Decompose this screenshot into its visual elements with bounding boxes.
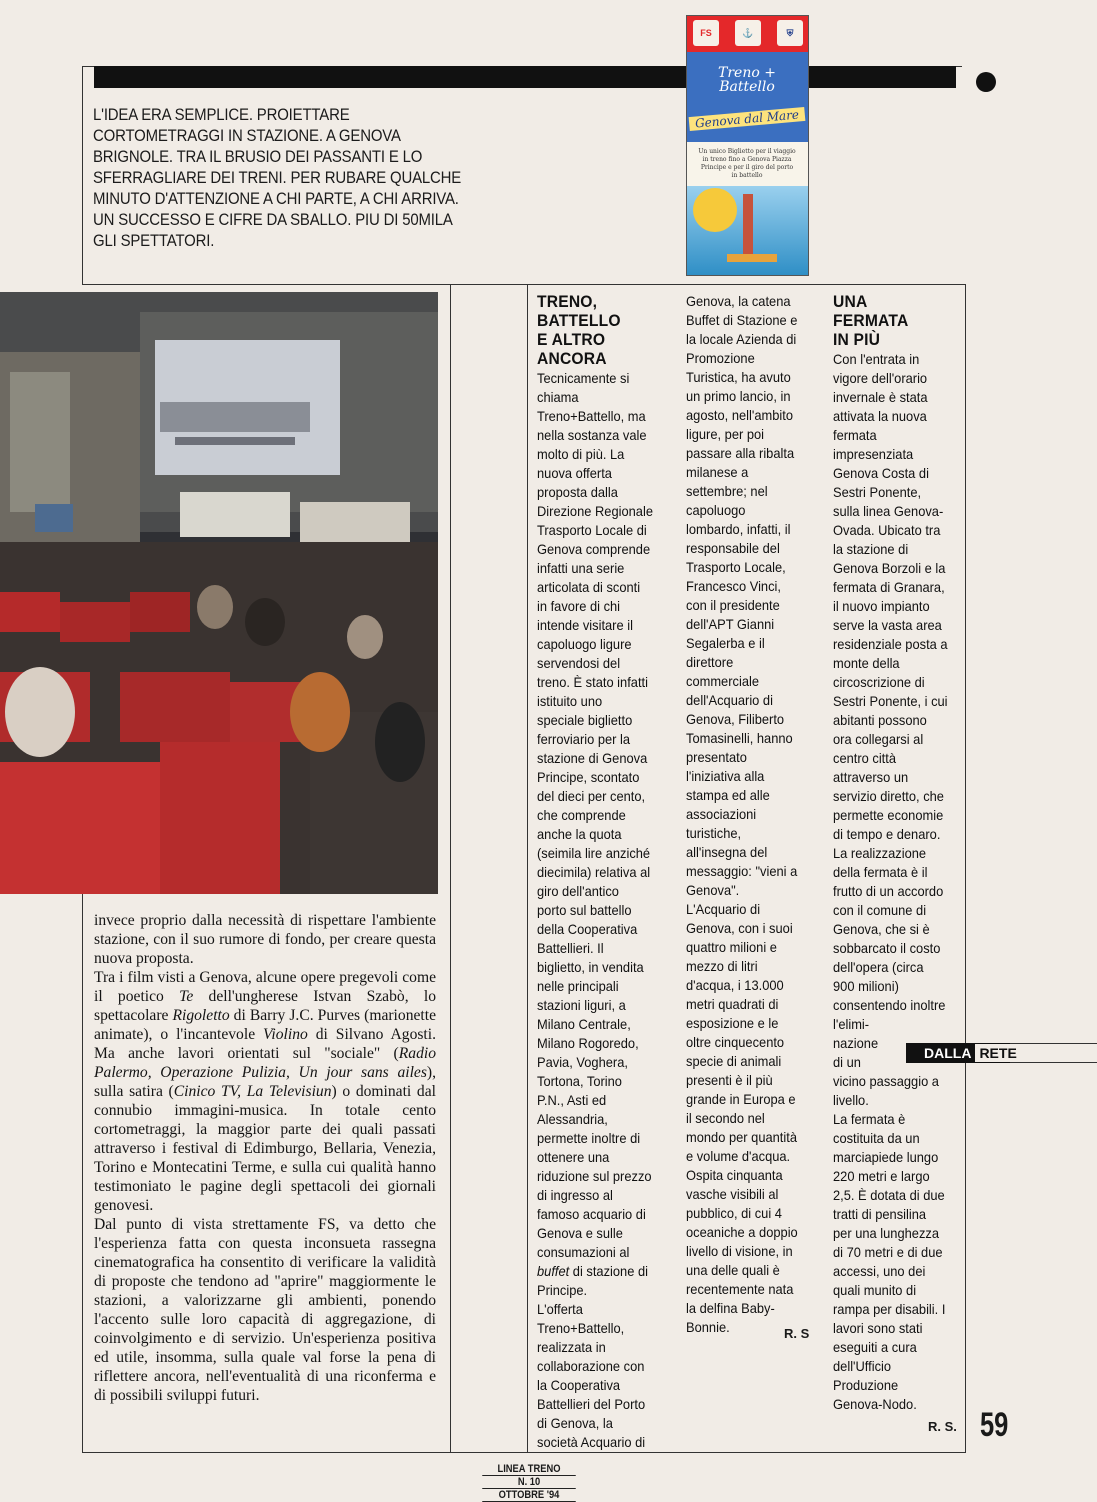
text-line: Pavia, Voghera,	[537, 1054, 628, 1070]
footer-date: OTTOBRE '94	[482, 1489, 576, 1502]
body-text: di Barry J.C. Purves (marionette animate), o l'incantevole	[94, 1007, 436, 1043]
text-line: Promozione	[686, 350, 755, 366]
text-line	[537, 1262, 666, 1281]
text-line: speciale biglietto	[537, 712, 633, 728]
text-line: articolata di sconti	[537, 579, 641, 595]
text-line: rampa per disabili. I	[833, 1301, 946, 1317]
text-line: stazione di Genova	[537, 750, 648, 766]
text-line: Milano Rogoredo,	[537, 1035, 639, 1051]
text-line: una delle quali è	[686, 1262, 780, 1278]
text-line: e volume d'acqua.	[686, 1148, 791, 1164]
text-line: fermata	[833, 427, 877, 443]
text-line: dell'Ufficio	[833, 1358, 892, 1374]
heading-line: TRENO,	[537, 292, 598, 311]
text-line: Genova, la catena	[686, 293, 791, 309]
text-line: ottenere una	[537, 1149, 610, 1165]
text-line: livello di visione, in	[686, 1243, 793, 1259]
text-line: 2,5. È dotata di due	[833, 1187, 945, 1203]
text-line: Sestri Ponente,	[833, 484, 922, 500]
text-line: della Cooperativa	[537, 921, 638, 937]
text-line: di tempo e denaro.	[833, 826, 941, 842]
text-line: lombardo, infatti, il	[686, 521, 791, 537]
text-line: nella sostanza vale	[537, 427, 647, 443]
fs-logo-icon: FS	[693, 20, 719, 46]
text-line: fermata di Granara,	[833, 579, 945, 595]
text-line: Genova Borzoli e la	[833, 560, 946, 576]
text-line: Francesco Vinci,	[686, 578, 781, 594]
text-line: oceaniche a doppio	[686, 1224, 798, 1240]
film-title: Te	[179, 988, 194, 1005]
ghost-column	[453, 292, 525, 1442]
text-line: associazioni	[686, 806, 757, 822]
text-line: presenti è il più	[686, 1072, 773, 1088]
section-tag-line	[1010, 1062, 1097, 1063]
lanterna-tower-icon	[743, 194, 753, 258]
text-line: Tomasinelli, hanno	[686, 730, 793, 746]
text-line: la delfina Baby-	[686, 1300, 775, 1316]
text-line: riduzione sul prezzo	[537, 1168, 652, 1184]
text-line: Trasporto Locale,	[686, 559, 786, 575]
column-heading	[537, 292, 666, 368]
header-bar	[94, 66, 956, 88]
text-line: famoso acquario di	[537, 1206, 646, 1222]
text-line: permette economie	[833, 807, 944, 823]
text-line: ora collegarsi al	[833, 731, 924, 747]
text-line: La realizzazione	[833, 845, 927, 861]
frame-mid-line	[82, 284, 966, 285]
text-line: Genova e sulle	[537, 1225, 623, 1241]
text-line: Treno+Battello, ma	[537, 408, 646, 424]
body-text: dell'ungherese Istvan Szabò, lo spettacolare	[94, 988, 436, 1024]
text-line: pubblico, di cui 4	[686, 1205, 782, 1221]
text-line: il nuovo impianto	[833, 598, 930, 614]
text-line: con il comune di	[833, 902, 927, 918]
text-line: Tecnicamente si	[537, 370, 630, 386]
text-line: Alessandria,	[537, 1111, 608, 1127]
body-text: di Silvano Agosti. Ma anche lavori orientati sul "sociale" (	[94, 1026, 436, 1062]
frame-right-line	[965, 284, 966, 1452]
text-line: accessi, uno dei	[833, 1263, 926, 1279]
text-line: Bonnie.	[686, 1319, 730, 1335]
text-line: il secondo nel	[686, 1110, 765, 1126]
text-line: collaborazione con	[537, 1358, 645, 1374]
text-line: Turistica, ha avuto	[686, 369, 791, 385]
photo-illustration	[0, 292, 438, 894]
text-line: vicino passaggio a	[833, 1073, 939, 1089]
magazine-footer	[482, 1463, 576, 1502]
text-line: permette inoltre di	[537, 1130, 641, 1146]
text-line: la locale Azienda di	[686, 331, 797, 347]
text-line: infatti una serie	[537, 560, 625, 576]
text-line: Principe, scontato	[537, 769, 640, 785]
text-line: realizzata in	[537, 1339, 606, 1355]
body-text: ) o dominati dal connubio immagini-musica. In totale cento cortometraggi, la maggior parte dei quali passati attraverso i festival di Edimburgo, Bellaria, Venezia, Torino e Montecatini Terme, e sulla cui qualità hanno testimoniato le pagine degli spettacoli dei giornali genovesi.	[94, 1083, 436, 1214]
text-line: Genova comprende	[537, 541, 651, 557]
text-line: con il presidente	[686, 597, 780, 613]
text-line: recentemente nata	[686, 1281, 794, 1297]
text-line: lavori sono stati	[833, 1320, 923, 1336]
text-line: Produzione	[833, 1377, 899, 1393]
anchor-logo-icon: ⚓	[735, 20, 761, 46]
text-line: esposizione e le	[686, 1015, 779, 1031]
text-line: Trasporto Locale di	[537, 522, 647, 538]
brochure-header	[687, 16, 808, 52]
text-line: (seimila lire anziché	[537, 845, 651, 861]
heading-line: BATTELLO	[537, 311, 621, 330]
text-line: servizio diretto, che	[833, 788, 944, 804]
text-line: Sestri Ponente, i cui	[833, 693, 948, 709]
frame-left-line-lower	[82, 894, 83, 1452]
text-line: l'iniziativa alla	[686, 768, 765, 784]
text-line: molto di più. La	[537, 446, 625, 462]
body-text: ), sulla satira (	[94, 1064, 436, 1100]
text-fragment: di stazione di	[569, 1263, 648, 1279]
text-line: invernale è stata	[833, 389, 928, 405]
station-screening-photo	[0, 292, 438, 894]
text-line: vasche visibili al	[686, 1186, 779, 1202]
footer-issue: N. 10	[482, 1476, 576, 1489]
column-treno-battello	[537, 292, 666, 1452]
text-line: direttore	[686, 654, 734, 670]
text-line: servendosi del	[537, 655, 621, 671]
text-line: capoluogo	[686, 502, 746, 518]
crest-logo-icon: ⛨	[777, 20, 803, 46]
text-line: serve la vasta area	[833, 617, 942, 633]
text-line: stazioni liguri, a	[537, 997, 626, 1013]
text-line: Genova, che si è	[833, 921, 930, 937]
body-paragraph: Dal punto di vista strettamente FS, va detto che l'esperienza fatta con questa inconsueta rassegna cinematografica ha consentito di verificare la validità di proposte che tendono ad "aprire" maggiormente le stazioni, a valorizzarne gli ambienti, ponendo l'accento sulle loro capacità di aggregazione, di coinvolgimento e di servizio. Un'esperienza positiva ed utile, insomma, sulla quale val forse la pena di riflettere ancora, nell'eventualità di una riconferma e di possibili sviluppi futuri.	[94, 1216, 436, 1404]
text-line: sobbarcato il costo	[833, 940, 941, 956]
text-line: mezzo di litri	[686, 958, 758, 974]
section-tag-line	[1010, 1043, 1097, 1044]
text-line: passare alla ribalta	[686, 445, 795, 461]
text-line: Genova Costa di	[833, 465, 929, 481]
column-heading	[833, 292, 951, 349]
text-line: messaggio: "vieni a	[686, 863, 798, 879]
heading-line: UNA	[833, 292, 868, 311]
text-line: residenziale posta a	[833, 636, 948, 652]
brochure-title: Treno + Battello	[718, 65, 776, 95]
text-line: della fermata è il	[833, 864, 928, 880]
text-line: nuova offerta	[537, 465, 612, 481]
text-line: nazione	[833, 1035, 879, 1051]
text-line: intende visitare il	[537, 617, 633, 633]
text-line: 220 metri e largo	[833, 1168, 930, 1184]
text-line: vigore dell'orario	[833, 370, 928, 386]
column-text	[686, 292, 813, 1337]
text-line: dell'Acquario di	[686, 692, 773, 708]
text-line: livello.	[833, 1092, 869, 1108]
heading-line: ANCORA	[537, 349, 607, 368]
body-paragraph: invece proprio dalla necessità di rispettare l'ambiente stazione, con il suo rumore di fondo, per creare questa nuova proposta.	[94, 912, 436, 967]
text-line: Segalerba e il	[686, 635, 765, 651]
column-fermata	[833, 292, 951, 1414]
column-acquario	[686, 292, 813, 1337]
section-tag	[906, 1043, 1021, 1063]
text-line: Tortona, Torino	[537, 1073, 622, 1089]
text-line: attivata la nuova	[833, 408, 927, 424]
text-line: chiama	[537, 389, 579, 405]
section-tag-b: RETE	[975, 1043, 1020, 1063]
text-line: giro dell'antico	[537, 883, 619, 899]
text-line: turistiche,	[686, 825, 742, 841]
brochure-sun	[693, 188, 737, 232]
text-line: Ospita cinquanta	[686, 1167, 783, 1183]
text-line: mondo per quantità	[686, 1129, 797, 1145]
text-line: Genova, con i suoi	[686, 920, 793, 936]
text-line: ferroviario per la	[537, 731, 631, 747]
bullet-dot	[976, 72, 996, 92]
text-line: sulla linea Genova-	[833, 503, 944, 519]
text-line: P.N., Asti ed	[537, 1092, 607, 1108]
text-line: oltre cinquecento	[686, 1034, 785, 1050]
film-title: Radio Palermo, Operazione Pulizia, Un jour sans ailes	[94, 1045, 436, 1081]
text-line: agosto, nell'ambito	[686, 407, 794, 423]
film-title: Cinico TV, La Televisiun	[173, 1083, 332, 1100]
text-line: quattro milioni e	[686, 939, 777, 955]
text-line: commerciale	[686, 673, 760, 689]
text-line: consentendo inoltre	[833, 997, 946, 1013]
text-line: frutto di un accordo	[833, 883, 944, 899]
text-line: nelle principali	[537, 978, 619, 994]
text-line: dell'opera (circa	[833, 959, 924, 975]
text-line: 900 milioni)	[833, 978, 899, 994]
text-line: un primo lancio, in	[686, 388, 791, 404]
text-line: grande in Europa e	[686, 1091, 796, 1107]
text-line: responsabile del	[686, 540, 780, 556]
text-line: metri quadrati di	[686, 996, 779, 1012]
text-line: di Genova, la	[537, 1415, 613, 1431]
text-line: Genova".	[686, 882, 740, 898]
text-line: Battellieri. Il	[537, 940, 604, 956]
film-title: Rigoletto	[172, 1007, 230, 1024]
text-line: treno. È stato infatti	[537, 674, 648, 690]
text-line: Con l'entrata in	[833, 351, 920, 367]
frame-bottom-line	[82, 1452, 966, 1453]
text-line: stampa ed alle	[686, 787, 770, 803]
text-line: settembre; nel	[686, 483, 768, 499]
text-line: Milano Centrale,	[537, 1016, 631, 1032]
text-line: la stazione di	[833, 541, 909, 557]
text-line: Treno+Battello,	[537, 1320, 625, 1336]
text-line: eseguiti a cura	[833, 1339, 917, 1355]
text-line: costituita da un	[833, 1130, 920, 1146]
body-text: Tra i film visti a Genova, alcune opere pregevoli come il poetico	[94, 969, 436, 1005]
text-line: in favore di chi	[537, 598, 621, 614]
text-line: Genova-Nodo.	[833, 1396, 917, 1412]
text-line: di un	[833, 1054, 861, 1070]
signature: R. S	[784, 1326, 810, 1341]
text-line: centro città	[833, 750, 897, 766]
body-paragraph	[94, 968, 436, 1215]
column-divider	[527, 284, 528, 1452]
text-line: Principe.	[537, 1282, 588, 1298]
text-line: del dieci per cento,	[537, 788, 646, 804]
text-line: per una lunghezza	[833, 1225, 939, 1241]
column-text	[833, 350, 951, 1414]
text-line: diecimila) relativa al	[537, 864, 651, 880]
column-divider	[450, 284, 451, 1452]
text-line: l'elimi-	[833, 1016, 870, 1032]
frame-left-line	[82, 66, 83, 284]
text-line: d'acqua, i 13.000	[686, 977, 784, 993]
heading-line: E ALTRO	[537, 330, 606, 349]
text-line: marciapiede lungo	[833, 1149, 939, 1165]
text-line: biglietto, in vendita	[537, 959, 644, 975]
text-line: abitanti possono	[833, 712, 927, 728]
text-line: Ovada. Ubicato tra	[833, 522, 941, 538]
text-line: ligure, per poi	[686, 426, 765, 442]
text-line: Genova, Filiberto	[686, 711, 785, 727]
section-tag-a: DALLA	[906, 1043, 975, 1063]
brochure-copy: Un unico Biglietto per il viaggio in treno fino a Genova Piazza Principe e per il giro del porto in battello	[698, 148, 796, 179]
brochure-subtitle: Genova dal Mare	[689, 107, 806, 131]
italic-word: buffet	[537, 1263, 570, 1279]
text-line: L'Acquario di	[686, 901, 761, 917]
brochure-image	[686, 15, 809, 276]
article-body	[94, 911, 436, 1405]
brochure-boat	[727, 254, 777, 262]
text-line: che comprende	[537, 807, 626, 823]
text-line: tratti di pensilina	[833, 1206, 927, 1222]
text-line: istituito uno	[537, 693, 603, 709]
text-line: anche la quota	[537, 826, 622, 842]
text-line: all'insegna del	[686, 844, 768, 860]
intro-text: L'IDEA ERA SEMPLICE. PROIETTARE CORTOMETRAGGI IN STAZIONE. A GENOVA BRIGNOLE. TRA IL BRUSIO DEI PASSANTI E LO SFERRAGLIARE DEI TRENI. PER RUBARE QUALCHE MINUTO D'ATTENZIONE A CHI PARTE, A CHI ARRIVA. UN SUCCESSO E CIFRE DA SBALLO. PIU DI 50MILA GLI SPETTATORI.	[93, 105, 462, 250]
text-line: Direzione Regionale	[537, 503, 653, 519]
column-text	[537, 369, 666, 1452]
text-line: proposta dalla	[537, 484, 618, 500]
signature: R. S.	[928, 1419, 957, 1434]
text-line: consumazioni al	[537, 1244, 630, 1260]
text-line: di 70 metri e di due	[833, 1244, 943, 1260]
text-line: Buffet di Stazione e	[686, 312, 798, 328]
text-line: società Acquario di	[537, 1434, 646, 1450]
text-line: attraverso un	[833, 769, 909, 785]
text-line: monte della	[833, 655, 900, 671]
text-line: presentato	[686, 749, 747, 765]
text-line: la Cooperativa	[537, 1377, 621, 1393]
text-line: porto sul battello	[537, 902, 632, 918]
film-title: Violino	[263, 1026, 308, 1043]
text-line: Battellieri del Porto	[537, 1396, 646, 1412]
footer-title: LINEA TRENO	[482, 1463, 576, 1476]
text-line: milanese a	[686, 464, 749, 480]
text-line: L'offerta	[537, 1301, 583, 1317]
text-line: impresenziata	[833, 446, 914, 462]
heading-line: IN PIÙ	[833, 330, 881, 349]
text-line: di ingresso al	[537, 1187, 613, 1203]
text-line: La fermata è	[833, 1111, 906, 1127]
page-number: 59	[980, 1406, 1009, 1444]
text-line: capoluogo ligure	[537, 636, 632, 652]
intro-block	[93, 104, 463, 251]
text-line: circoscrizione di	[833, 674, 925, 690]
text-line: dell'APT Gianni	[686, 616, 775, 632]
heading-line: FERMATA	[833, 311, 909, 330]
text-line: quali munito di	[833, 1282, 917, 1298]
text-line: specie di animali	[686, 1053, 782, 1069]
